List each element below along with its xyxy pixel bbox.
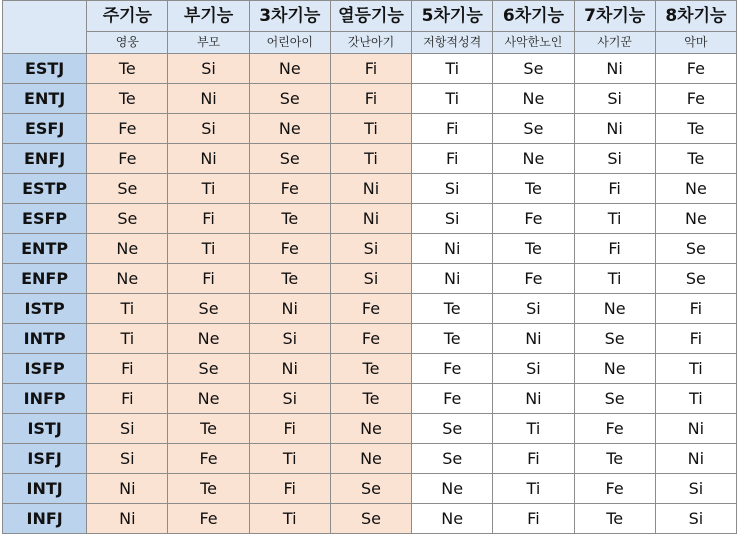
cognitive-function-table xyxy=(2,0,737,534)
function-cell: Ti xyxy=(574,264,655,294)
function-cell: Ti xyxy=(412,84,493,114)
function-cell: Si xyxy=(412,204,493,234)
function-cell: Fe xyxy=(493,204,574,234)
function-cell: Ne xyxy=(574,294,655,324)
function-cell: Ne xyxy=(412,474,493,504)
subheader-cell: 사기꾼 xyxy=(574,32,655,54)
function-cell: Ni xyxy=(574,114,655,144)
function-cell: Fi xyxy=(412,144,493,174)
function-cell: Te xyxy=(493,174,574,204)
function-cell: Te xyxy=(87,84,168,114)
function-cell: Ni xyxy=(87,504,168,534)
function-cell: Te xyxy=(87,54,168,84)
table-row xyxy=(3,144,737,174)
function-cell: Se xyxy=(330,474,411,504)
function-cell: Ne xyxy=(87,234,168,264)
function-cell: Ti xyxy=(493,414,574,444)
table-row xyxy=(3,264,737,294)
table-row xyxy=(3,324,737,354)
subheader-row xyxy=(3,32,737,54)
type-label: ISFJ xyxy=(3,444,87,474)
function-cell: Ni xyxy=(493,384,574,414)
table-row xyxy=(3,474,737,504)
function-cell: Ti xyxy=(493,474,574,504)
table-row xyxy=(3,54,737,84)
function-cell: Se xyxy=(249,144,330,174)
function-cell: Si xyxy=(655,504,736,534)
type-label: ISTJ xyxy=(3,414,87,444)
function-cell: Te xyxy=(249,264,330,294)
type-label: ENTP xyxy=(3,234,87,264)
function-cell: Fi xyxy=(330,84,411,114)
header-cell: 열등기능 xyxy=(330,1,411,32)
function-cell: Ti xyxy=(249,444,330,474)
function-cell: Ti xyxy=(168,174,249,204)
table-row xyxy=(3,84,737,114)
function-cell: Ne xyxy=(249,114,330,144)
function-cell: Ni xyxy=(168,144,249,174)
function-cell: Te xyxy=(249,204,330,234)
function-cell: Ni xyxy=(574,54,655,84)
table-row xyxy=(3,384,737,414)
type-label: INFP xyxy=(3,384,87,414)
function-cell: Si xyxy=(87,414,168,444)
function-cell: Fi xyxy=(330,54,411,84)
function-cell: Te xyxy=(493,234,574,264)
function-cell: Ni xyxy=(87,474,168,504)
type-label: ESTJ xyxy=(3,54,87,84)
function-cell: Fe xyxy=(574,474,655,504)
function-cell: Se xyxy=(412,414,493,444)
function-cell: Fi xyxy=(249,414,330,444)
function-cell: Ne xyxy=(330,414,411,444)
type-label: ENFJ xyxy=(3,144,87,174)
function-cell: Fe xyxy=(574,414,655,444)
header-row xyxy=(3,1,737,32)
function-cell: Ni xyxy=(655,444,736,474)
function-table-wrapper xyxy=(2,0,737,534)
function-cell: Te xyxy=(330,384,411,414)
function-cell: Se xyxy=(87,204,168,234)
function-cell: Ne xyxy=(574,354,655,384)
function-cell: Se xyxy=(655,234,736,264)
function-cell: Fe xyxy=(493,264,574,294)
subheader-cell: 악마 xyxy=(655,32,736,54)
function-cell: Se xyxy=(574,324,655,354)
function-cell: Si xyxy=(574,84,655,114)
function-cell: Te xyxy=(655,144,736,174)
table-row xyxy=(3,234,737,264)
function-cell: Se xyxy=(493,54,574,84)
function-cell: Ti xyxy=(574,204,655,234)
function-cell: Ti xyxy=(412,54,493,84)
function-cell: Fi xyxy=(87,354,168,384)
function-cell: Ne xyxy=(168,324,249,354)
function-cell: Ni xyxy=(655,414,736,444)
function-cell: Fi xyxy=(168,204,249,234)
type-label: ENFP xyxy=(3,264,87,294)
function-cell: Ne xyxy=(87,264,168,294)
type-label: INFJ xyxy=(3,504,87,534)
type-label: ESFP xyxy=(3,204,87,234)
function-cell: Fe xyxy=(655,54,736,84)
subheader-cell: 저항적성격 xyxy=(412,32,493,54)
header-cell: 8차기능 xyxy=(655,1,736,32)
function-cell: Ne xyxy=(412,504,493,534)
function-cell: Si xyxy=(655,474,736,504)
function-cell: Fe xyxy=(87,114,168,144)
function-cell: Te xyxy=(168,474,249,504)
type-label: INTP xyxy=(3,324,87,354)
function-cell: Se xyxy=(87,174,168,204)
table-row xyxy=(3,414,737,444)
function-cell: Ni xyxy=(168,84,249,114)
function-cell: Ti xyxy=(87,294,168,324)
function-cell: Fe xyxy=(655,84,736,114)
function-cell: Te xyxy=(168,414,249,444)
subheader-cell: 영웅 xyxy=(87,32,168,54)
subheader-cell: 사악한노인 xyxy=(493,32,574,54)
function-cell: Ni xyxy=(249,354,330,384)
subheader-cell: 갓난아기 xyxy=(330,32,411,54)
type-label: ESFJ xyxy=(3,114,87,144)
function-cell: Fe xyxy=(249,174,330,204)
function-cell: Se xyxy=(493,114,574,144)
function-cell: Fi xyxy=(493,504,574,534)
type-label: ENTJ xyxy=(3,84,87,114)
function-cell: Si xyxy=(249,324,330,354)
header-cell: 부기능 xyxy=(168,1,249,32)
type-label: ESTP xyxy=(3,174,87,204)
function-cell: Se xyxy=(412,444,493,474)
function-cell: Te xyxy=(655,114,736,144)
corner-cell xyxy=(3,1,87,54)
function-cell: Ni xyxy=(493,324,574,354)
function-cell: Fe xyxy=(168,504,249,534)
subheader-cell: 부모 xyxy=(168,32,249,54)
function-cell: Se xyxy=(168,294,249,324)
type-label: ISTP xyxy=(3,294,87,324)
function-cell: Fi xyxy=(655,294,736,324)
table-row xyxy=(3,444,737,474)
table-row xyxy=(3,504,737,534)
function-cell: Fe xyxy=(330,294,411,324)
function-cell: Ti xyxy=(655,354,736,384)
function-cell: Si xyxy=(330,234,411,264)
table-row xyxy=(3,204,737,234)
function-cell: Si xyxy=(249,384,330,414)
function-cell: Ti xyxy=(87,324,168,354)
function-cell: Se xyxy=(330,504,411,534)
function-cell: Si xyxy=(87,444,168,474)
function-cell: Ti xyxy=(168,234,249,264)
function-cell: Fi xyxy=(493,444,574,474)
header-cell: 7차기능 xyxy=(574,1,655,32)
function-cell: Fi xyxy=(412,114,493,144)
table-row xyxy=(3,174,737,204)
function-cell: Se xyxy=(168,354,249,384)
function-cell: Fi xyxy=(168,264,249,294)
function-cell: Ne xyxy=(330,444,411,474)
function-cell: Ni xyxy=(249,294,330,324)
function-cell: Se xyxy=(249,84,330,114)
function-cell: Ni xyxy=(412,264,493,294)
function-cell: Si xyxy=(574,144,655,174)
header-cell: 5차기능 xyxy=(412,1,493,32)
function-cell: Fi xyxy=(574,174,655,204)
function-cell: Te xyxy=(574,504,655,534)
header-cell: 주기능 xyxy=(87,1,168,32)
function-cell: Fe xyxy=(249,234,330,264)
header-cell: 6차기능 xyxy=(493,1,574,32)
function-cell: Ne xyxy=(493,144,574,174)
function-cell: Si xyxy=(168,114,249,144)
function-cell: Ne xyxy=(168,384,249,414)
function-cell: Fe xyxy=(87,144,168,174)
function-cell: Fe xyxy=(168,444,249,474)
function-cell: Ti xyxy=(655,384,736,414)
function-cell: Fi xyxy=(655,324,736,354)
function-cell: Te xyxy=(412,294,493,324)
function-cell: Se xyxy=(655,264,736,294)
function-cell: Ni xyxy=(412,234,493,264)
function-cell: Ti xyxy=(330,144,411,174)
type-label: INTJ xyxy=(3,474,87,504)
function-cell: Ne xyxy=(655,204,736,234)
function-cell: Te xyxy=(574,444,655,474)
type-label: ISFP xyxy=(3,354,87,384)
function-cell: Fi xyxy=(574,234,655,264)
function-cell: Ti xyxy=(249,504,330,534)
function-cell: Fi xyxy=(87,384,168,414)
function-cell: Fe xyxy=(330,324,411,354)
function-cell: Ne xyxy=(493,84,574,114)
header-cell: 3차기능 xyxy=(249,1,330,32)
function-cell: Si xyxy=(330,264,411,294)
function-cell: Te xyxy=(412,324,493,354)
function-cell: Si xyxy=(493,354,574,384)
function-cell: Ni xyxy=(330,204,411,234)
function-cell: Si xyxy=(168,54,249,84)
table-row xyxy=(3,354,737,384)
function-cell: Ne xyxy=(249,54,330,84)
function-cell: Ni xyxy=(330,174,411,204)
function-cell: Ti xyxy=(330,114,411,144)
function-cell: Si xyxy=(412,174,493,204)
function-cell: Fi xyxy=(249,474,330,504)
function-cell: Se xyxy=(574,384,655,414)
function-cell: Ne xyxy=(655,174,736,204)
function-cell: Te xyxy=(330,354,411,384)
table-body xyxy=(3,54,737,534)
subheader-cell: 어린아이 xyxy=(249,32,330,54)
function-cell: Fe xyxy=(412,354,493,384)
table-row xyxy=(3,294,737,324)
table-row xyxy=(3,114,737,144)
function-cell: Si xyxy=(493,294,574,324)
function-cell: Fe xyxy=(412,384,493,414)
